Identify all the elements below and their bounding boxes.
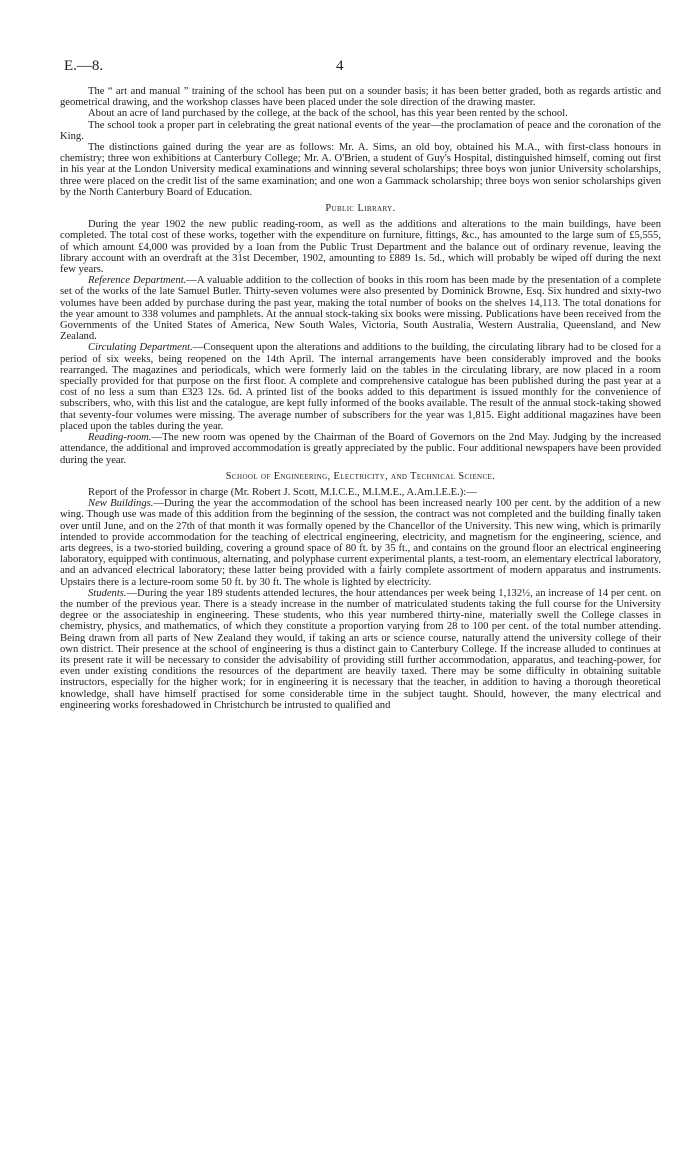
paragraph-circulating-department [60,342,661,432]
page-header [60,58,661,80]
reference-department-text: —A valuable addition to the collection of books in this room has been made by the presentation of a complete set of the works of the late Samuel Butler. Thirty-seven volumes were also presented by Dominick Browne, Esq. Six hundred and sixty-two volumes have been added by purchase during the past year, making the total number of books on the shelves 14,113. The total donations for the year amount to 338 volumes and pamphlets. At the annual stock-taking six books were missing. Publications have been received from the Governments of the United States of America, New South Wales, Victoria, South Australia, Western Australia, Queensland, and New Zealand. [60,275,661,343]
subheading-reference-department: Reference Department. [88,275,187,287]
subheading-reading-room: Reading-room. [88,432,152,444]
paragraph-new-buildings [60,498,661,588]
paragraph-land: About an acre of land purchased by the college, at the back of the school, has this year been rented by the school. [88,108,568,120]
paragraph-art-training: The “ art and manual ” training of the school has been put on a sounder basis; it has been better graded, both as regards artistic and geometrical drawing, and the workshop classes have been placed under the sole direction of the drawing master. [60,86,661,109]
document-reference: E.—8. [64,58,104,74]
subheading-students: Students. [88,587,127,599]
paragraph-distinctions: The distinctions gained during the year are as follows: Mr. A. Sims, an old boy, obtained his M.A., with first-class honours in chemistry; three won exhibitions at Canterbury College; Mr. A. O'Brien, a student of Guy's Hospital, distinguished himself, coming out first in his year at the London University medical examinations and winning several scholarships; three boys won junior University scholarships, three were placed on the credit list of the same examination; and one won a Gammack scholarship; three boys won senior scholarships given by the North Canterbury Board of Education. [60,142,661,198]
paragraph-report-intro: Report of the Professor in charge (Mr. Robert J. Scott, M.I.C.E., M.I.M.E., A.Am.I.E.E.):— [88,486,477,498]
paragraph-students [60,588,661,711]
subheading-circulating-department: Circulating Department. [88,342,193,354]
reading-room-text: —The new room was opened by the Chairman of the Board of Governors on the 2nd May. Judging by the increased attendance, the additional and improved accommodation is greatly appreciated by the public. Four additional newspapers have been provided during the year. [60,432,661,466]
paragraph-reference-department [60,275,661,342]
students-text: —During the year 189 students attended lectures, the hour attendances per week being 1,132½, an increase of 14 per cent. on the number of the previous year. There is a steady increase in the number of matriculated students taking the full course for the University degree or the associateship in engineering. These students, who this year numbered thirty-nine, materially swell the College classes in chemistry, physics, and mathematics, of which they constitute a proportion varying from 28 to 100 per cent. of the total number attending. Being drawn from all parts of New Zealand they would, if taking an arts or science course, naturally attend the university college of their own district. Their presence at the school of engineering is thus a distinct gain to Canterbury College. If the increase alluded to continues at its present rate it will be necessary to consider the advisability of providing still further accommodation, apparatus, and teaching-power, for even under existing conditions the resources of the department are heavily taxed. There may be some difficulty in obtaining suitable instructors, especially for the higher work; for in engineering it is necessary that the teacher, in addition to having a thorough theoretical knowledge, shall have himself practised for some considerable time in the subject taught. Should, however, the many electrical and engineering works foreshadowed in Christchurch be intrusted to qualified and [60,587,661,711]
section-heading-public-library: Public Library. [325,203,396,215]
section-heading-engineering: School of Engineering, Electricity, and Technical Science. [225,470,496,482]
circulating-department-text: —Consequent upon the alterations and additions to the building, the circulating library had to be closed for a period of six weeks, being reopened on the 14th April. The internal arrangements have been considerably improved and the books rearranged. The magazines and periodicals, which were formerly laid on the tables in the circulating library, are now placed in a room specially provided for that purpose on the first floor. A complete and comprehensive catalogue has been published during the past year at a cost of no less a sum than £323 12s. 6d. A printed list of the books added to this department is issued monthly for the convenience of subscribers, who, with this list and the catalogue, are kept fully informed of the books available. The result of the annual stock-taking showed that seventy-four volumes were missing. The average number of subscribers for the year was 1,815. Eight additional magazines have been placed upon the tables during the year. [60,342,661,432]
paragraph-library-intro: During the year 1902 the new public reading-room, as well as the additions and alterations to the main buildings, have been completed. The total cost of these works, together with the expenditure on furniture, fittings, &c., has amounted to the large sum of £5,555, of which amount £4,000 was provided by a loan from the Public Trust Department and the balance out of ordinary revenue, leaving the library account with an overdraft at the 31st December, 1902, amounting to £889 1s. 5d., which will probably be wiped off during the next few years. [60,219,661,276]
new-buildings-text: —During the year the accommodation of the school has been increased nearly 100 per cent. by the addition of a new wing. Though use was made of this addition from the beginning of the session, the contract was not completed and the building finally taken over until June, and on the 27th of that month it was formally opened by the Chancellor of the University. This new wing, which is primarily intended to provide accommodation for the teaching of electrical engineering, electricity, and magnetism for the engineering, science, and arts degrees, is a two-storied building, covering a ground space of 80 ft. by 35 ft., and contains on the ground floor an electrical engineering laboratory, equipped with continuous, alternating, and polyphase current experimental plants, a test-room, an elementary electrical laboratory, and an advanced electrical laboratory; these latter being provided with a fairly complete assortment of modern apparatus and instruments. Upstairs there is a lecture-room some 50 ft. by 30 ft. The whole is lighted by electricity. [60,498,661,588]
paragraph-celebration: The school took a proper part in celebrating the great national events of the year—the proclamation of peace and the coronation of the King. [60,119,661,142]
paragraph-reading-room [60,432,661,466]
page-number: 4 [336,58,344,74]
subheading-new-buildings: New Buildings. [88,498,154,510]
